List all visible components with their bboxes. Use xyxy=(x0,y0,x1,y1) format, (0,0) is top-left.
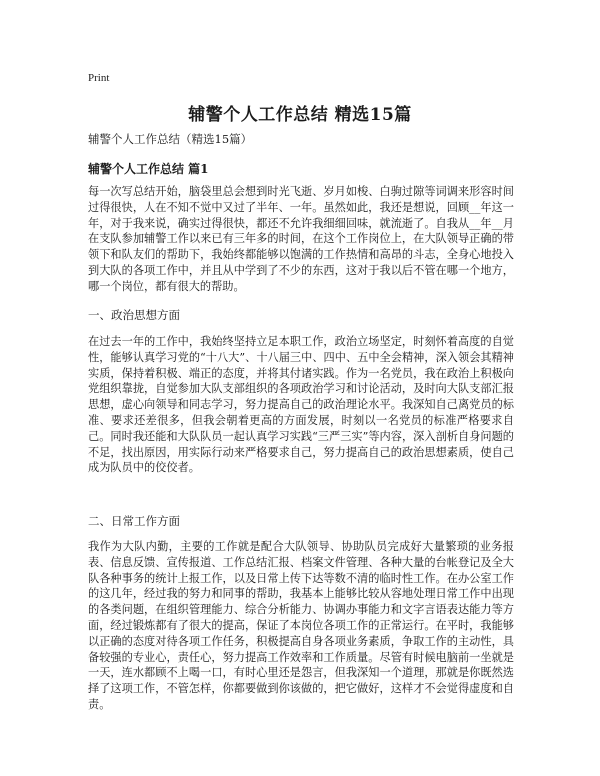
paragraph-political: 在过去一年的工作中，我始终坚持立足本职工作，政治立场坚定，时刻怀着高度的自觉性，能够认真学习党的“十八大”、十八届三中、四中、五中全会精神，深入领会其精神实质，保持着积极、端正的态度，并将其付诸实践。作为一名党员，我在政治上积极向党组织靠拢，自觉参加大队支部组织的各项政治学习和讨论活动，及时向大队支部汇报思想，虚心向领导和同志学习，努力提高自己的政治理论水平。我深知自己离党员的标准、要求还差很多，但我会朝着更高的方面发展，时刻以一名党员的标准严格要求自己。同时我还能和大队队员一起认真学习实践“三严三实”等内容，深入剖析自身问题的不足，找出原因，用实际行动来严格要求自己，努力提高自己的政治思想素质，使自己成为队员中的佼佼者。 xyxy=(88,335,514,475)
paragraph-intro: 每一次写总结开始，脑袋里总会想到时光飞逝、岁月如梭、白驹过隙等词调来形容时间过得很快，人在不知不觉中又过了半年、一年。虽然如此，我还是想说，回顾__年这一年，对于我来说，确实过得很快，都还不允许我细细回味，就流逝了。自我从__年__月在支队参加辅警工作以来已有三年多的时间，在这个工作岗位上，在大队领导正确的带领下和队友们的帮助下，我始终都能够以饱满的工作热情和高昂的斗志，全身心地投入到大队的各项工作中，并且从中学到了不少的东西，这对于我以后不管在哪一个地方，哪一个岗位，都有很大的帮助。 xyxy=(88,185,514,293)
document-subtitle: 辅警个人工作总结（精选15篇） xyxy=(88,132,253,146)
paragraph-daily-work: 我作为大队内勤，主要的工作就是配合大队领导、协助队员完成好大量繁琐的业务报表、信息反馈、宣传报道、工作总结汇报、档案文件管理、各种大量的台帐登记及全大队各种事务的统计上报工作，以及日常上传下达等数不清的临时性工作。在办公室工作的这几年，经过我的努力和同事的帮助，我基本上能够比较从容地处理日常工作中出现的各类问题，在组织管理能力、综合分析能力、协调办事能力和文字言语表达能力等方面，经过锻炼都有了很大的提高，保证了本岗位各项工作的正常运行。在平时，我能够以正确的态度对待各项工作任务，积极提高自身各项业务素质，争取工作的主动性，具备较强的专业心，责任心，努力提高工作效率和工作质量。尽管有时候电脑前一坐就是一天，连水都顾不上喝一口，有时心里还是怨言，但我深知一个道理，那就是你既然选择了这项工作，不管怎样，你都要做到你该做的，把它做好，这样才不会觉得虚度和自责。 xyxy=(88,540,514,711)
page-title: 辅警个人工作总结 精选15篇 xyxy=(188,105,412,125)
heading-political: 一、政治思想方面 xyxy=(88,308,180,322)
print-link[interactable]: Print xyxy=(88,72,110,84)
heading-daily-work: 二、日常工作方面 xyxy=(88,514,180,528)
section-title: 辅警个人工作总结 篇1 xyxy=(88,162,209,176)
